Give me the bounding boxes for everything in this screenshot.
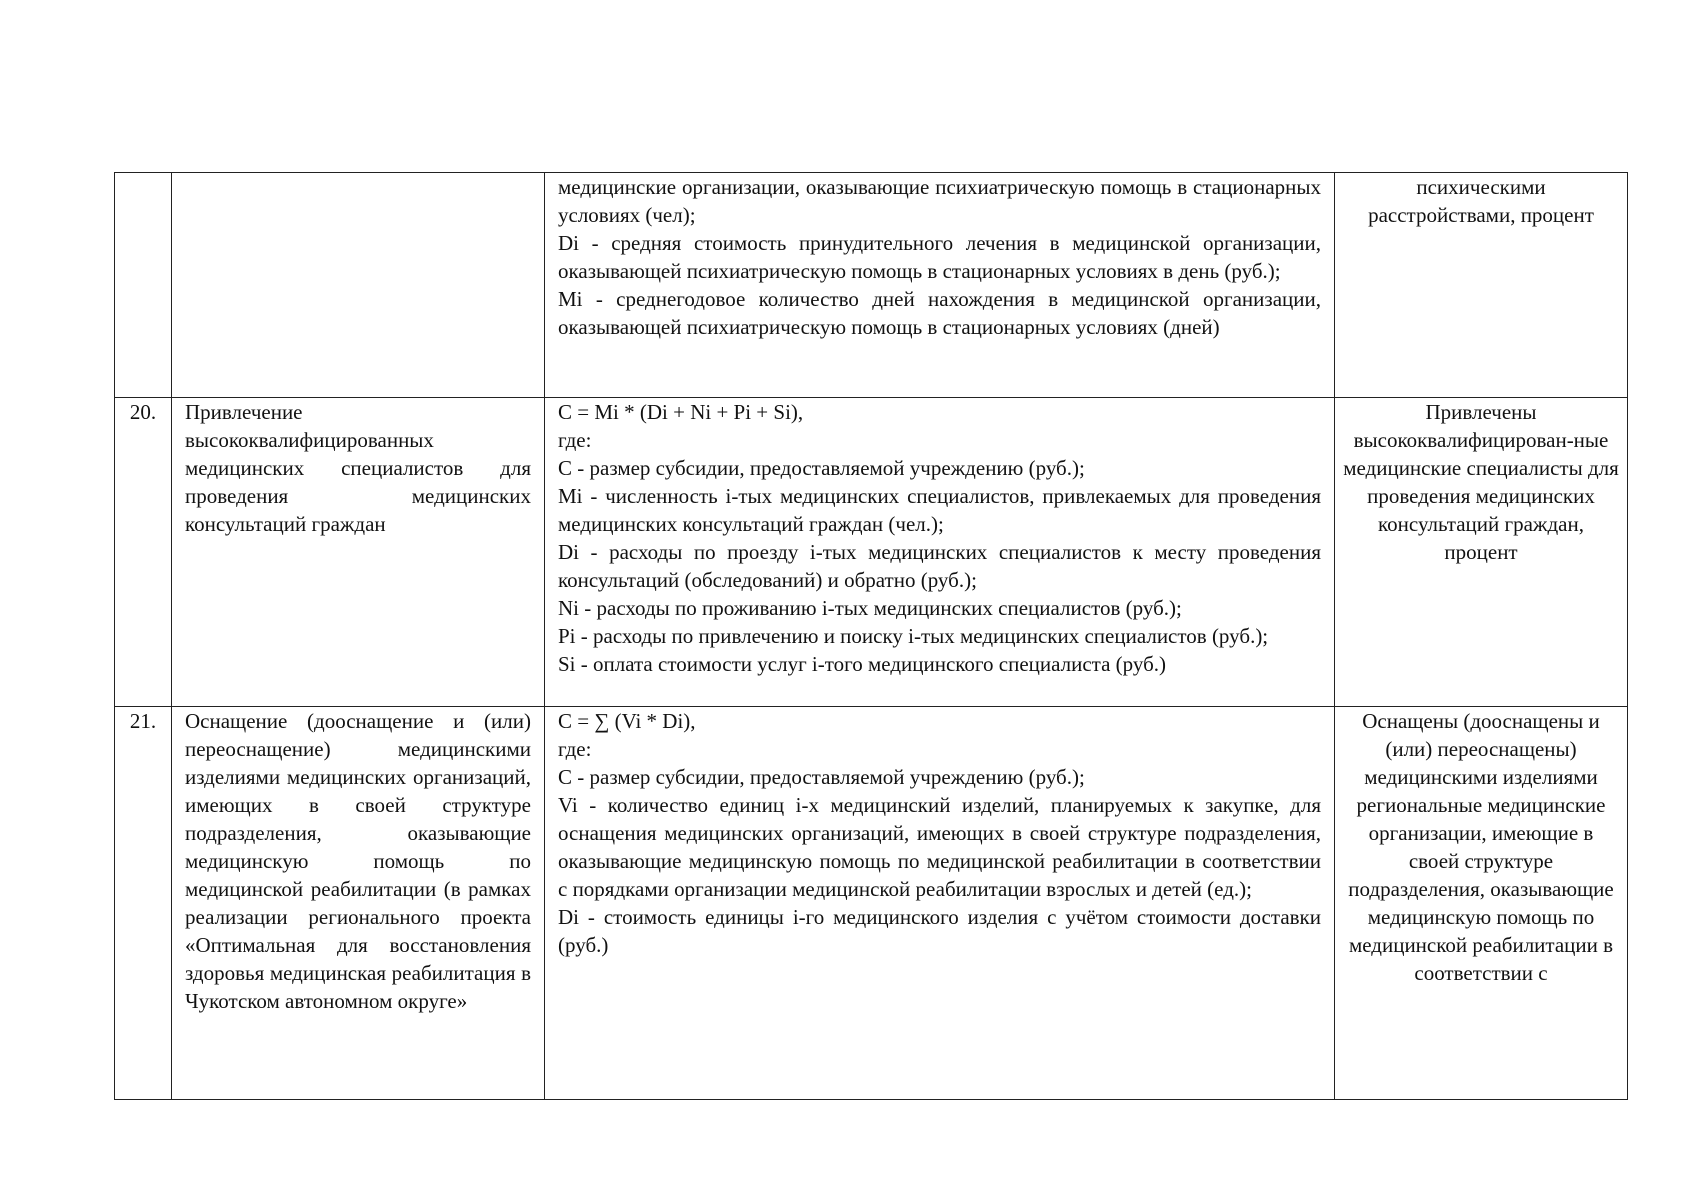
indicators-table bbox=[114, 172, 1628, 1100]
formula-cell bbox=[545, 707, 1335, 1100]
result-indicator: психическими расстройствами, процент bbox=[1335, 173, 1628, 398]
formula-line: C = Mi * (Di + Ni + Pi + Si), bbox=[558, 400, 804, 424]
measure-name bbox=[172, 398, 545, 707]
formula-line: Mi - среднегодовое количество дней нахождения в медицинской организации, оказывающей психиатрическую помощь в стационарных условиях (дней) bbox=[558, 287, 1321, 339]
formula-line: Si - оплата стоимости услуг i-того медицинского специалиста (руб.) bbox=[558, 652, 1167, 676]
result-indicator: Оснащены (дооснащены и (или) переоснащены) медицинскими изделиями региональные медицинские организации, имеющие в своей структуре подразделения, оказывающие медицинскую помощь по медицинской реабилитации в соответствии с bbox=[1335, 707, 1628, 1100]
measure-name bbox=[172, 707, 545, 1100]
formula-line: Di - стоимость единицы i-го медицинского изделия с учётом стоимости доставки (руб.) bbox=[558, 905, 1321, 957]
measure-name-text: Оснащение (дооснащение и (или) переоснащение) медицинскими изделиями медицинских организаций, имеющих в своей структуре подразделения, оказывающие медицинскую помощь по медицинской реабилитации (в рамках реализации регионального проекта «Оптимальная для восстановления здоровья медицинская реабилитация в Чукотском автономном округе» bbox=[185, 709, 531, 1013]
table-row bbox=[115, 398, 1628, 707]
formula-line: где: bbox=[558, 428, 592, 452]
formula-line: Mi - численность i-тых медицинских специалистов, привлекаемых для проведения медицинских консультаций граждан (чел.); bbox=[558, 484, 1321, 536]
formula-line: Vi - количество единиц i-х медицинский изделий, планируемых к закупке, для оснащения медицинских организаций, имеющих в своей структуре подразделения, оказывающие медицинскую помощь по медицинской реабилитации в соответствии с порядками организации медицинской реабилитации взрослых и детей (ед.); bbox=[558, 793, 1321, 901]
measure-name-text: Привлечение высококвалифицированных медицинских специалистов для проведения медицинских консультаций граждан bbox=[185, 400, 531, 536]
formula-line: C - размер субсидии, предоставляемой учреждению (руб.); bbox=[558, 765, 1085, 789]
table-row bbox=[115, 173, 1628, 398]
formula-cell bbox=[545, 173, 1335, 398]
measure-name bbox=[172, 173, 545, 398]
formula-line: где: bbox=[558, 737, 592, 761]
formula-line: Pi - расходы по привлечению и поиску i-тых медицинских специалистов (руб.); bbox=[558, 624, 1269, 648]
formula-line: Di - расходы по проезду i-тых медицинских специалистов к месту проведения консультаций (обследований) и обратно (руб.); bbox=[558, 540, 1321, 592]
formula-line: Ni - расходы по проживанию i-тых медицинских специалистов (руб.); bbox=[558, 596, 1182, 620]
formula-line: медицинские организации, оказывающие психиатрическую помощь в стационарных условиях (чел); bbox=[558, 175, 1321, 227]
formula-line: C = ∑ (Vi * Di), bbox=[558, 709, 696, 733]
row-number: 20. bbox=[115, 398, 172, 707]
table-row bbox=[115, 707, 1628, 1100]
formula-line: Di - средняя стоимость принудительного лечения в медицинской организации, оказывающей психиатрическую помощь в стационарных условиях в день (руб.); bbox=[558, 231, 1321, 283]
formula-line: C - размер субсидии, предоставляемой учреждению (руб.); bbox=[558, 456, 1085, 480]
row-number bbox=[115, 173, 172, 398]
result-indicator: Привлечены высококвалифицирован-ные медицинские специалисты для проведения медицинских консультаций граждан, процент bbox=[1335, 398, 1628, 707]
row-number: 21. bbox=[115, 707, 172, 1100]
formula-cell bbox=[545, 398, 1335, 707]
